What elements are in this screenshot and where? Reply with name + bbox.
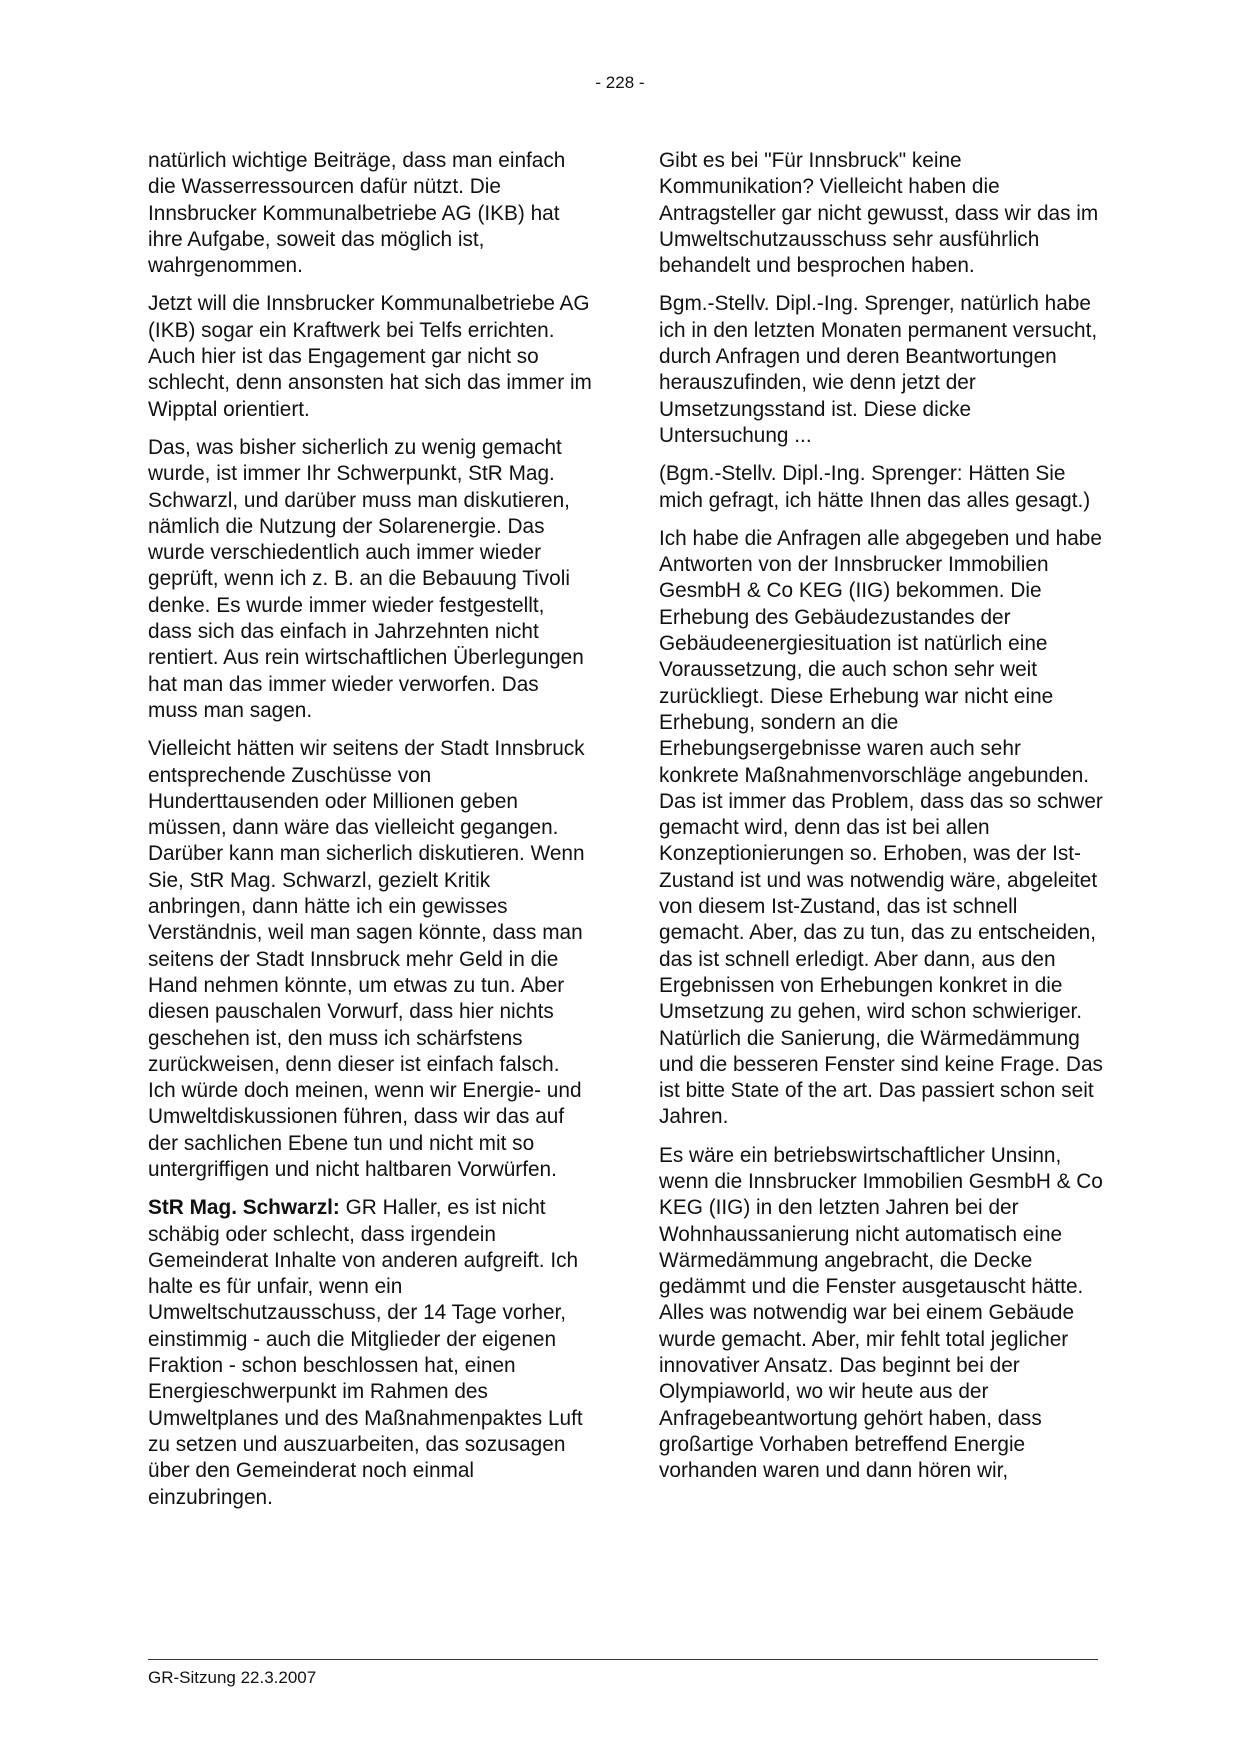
page-number: - 228 - <box>595 73 645 92</box>
interjection-paragraph: (Bgm.-Stellv. Dipl.-Ing. Sprenger: Hätten Sie mich gefragt, ich hätte Ihnen das alles gesagt.) <box>659 462 1091 512</box>
footer-text: GR-Sitzung 22.3.2007 <box>148 1668 317 1687</box>
speaker-paragraph <box>148 1195 593 1511</box>
paragraph: Gibt es bei "Für Innsbruck" keine Kommunikation? Vielleicht haben die Antragsteller gar nicht gewusst, dass wir das im Umweltschutzausschuss sehr ausführlich behandelt und besprochen haben. <box>659 149 1099 278</box>
speaker-text: GR Haller, es ist nicht schäbig oder schlecht, dass irgendein Gemeinderat Inhalte von anderen aufgreift. Ich halte es für unfair, wenn ein Umweltschutzausschuss, der 14 Tage vorher, einstimmig - auch die Mitglieder der eigenen Fraktion - schon beschlossen hat, einen Energieschwerpunkt im Rahmen des Umweltplanes und des Maßnahmenpaktes Luft zu setzen und auszuarbeiten, das sozusagen über den Gemeinderat noch einmal einzubringen. <box>148 1196 583 1509</box>
paragraph: Vielleicht hätten wir seitens der Stadt Innsbruck entsprechende Zuschüsse von Hunderttausenden oder Millionen geben müssen, dann wäre das vielleicht gegangen. Darüber kann man sicherlich diskutieren. Wenn Sie, StR Mag. Schwarzl, gezielt Kritik anbringen, dann hätte ich ein gewisses Verständnis, weil man sagen könnte, dass man seitens der Stadt Innsbruck mehr Geld in die Hand nehmen könnte, um etwas zu tun. Aber diesen pauschalen Vorwurf, dass hier nichts geschehen ist, den muss ich schärfstens zurückweisen, denn dieser ist einfach falsch. Ich würde doch meinen, wenn wir Energie- und Umweltdiskussionen führen, dass wir das auf der sachlichen Ebene tun und nicht mit so untergriffigen und nicht haltbaren Vorwürfen. <box>148 737 585 1181</box>
paragraph: Ich habe die Anfragen alle abgegeben und habe Antworten von der Innsbrucker Immobilien GesmbH & Co KEG (IIG) bekommen. Die Erhebung des Gebäudezustandes der Gebäudeenergiesituation ist natürlich eine Voraussetzung, die auch schon sehr weit zurückliegt. Diese Erhebung war nicht eine Erhebung, sondern an die Erhebungsergebnisse waren auch sehr konkrete Maßnahmenvorschläge angebunden. Das ist immer das Problem, dass das so schwer gemacht wird, denn das ist bei allen Konzeptionierungen so. Erhoben, was der Ist-Zustand ist und was notwendig wäre, abgeleitet von diesem Ist-Zustand, das ist schnell gemacht. Aber, das zu tun, das zu entscheiden, das ist schnell erledigt. Aber dann, aus den Ergebnissen von Erhebungen konkret in die Umsetzung zu gehen, wird schon schwieriger. Natürlich die Sanierung, die Wärmedämmung und die besseren Fenster sind keine Frage. Das ist bitte State of the art. Das passiert schon seit Jahren. <box>659 526 1103 1129</box>
paragraph: Es wäre ein betriebswirtschaftlicher Unsinn, wenn die Innsbrucker Immobilien GesmbH & Co KEG (IIG) in den letzten Jahren bei der Wohnhaussanierung nicht automatisch eine Wärmedämmung angebracht, die Decke gedämmt und die Fenster ausgetauscht hätte. Alles was notwendig war bei einem Gebäude wurde gemacht. Aber, mir fehlt total jeglicher innovativer Ansatz. Das beginnt bei der Olympiaworld, wo wir heute aus der Anfragebeantwortung gehört haben, dass großartige Vorhaben betreffend Energie vorhanden waren und dann hören wir, <box>659 1143 1103 1483</box>
speaker-name: StR Mag. Schwarzl: <box>148 1196 340 1220</box>
footer-divider <box>148 1659 1098 1660</box>
right-column <box>659 148 1104 1497</box>
paragraph: Jetzt will die Innsbrucker Kommunalbetriebe AG (IKB) sogar ein Kraftwerk bei Telfs errichten. Auch hier ist das Engagement gar nicht so schlecht, denn ansonsten hat sich das immer im Wipptal orientiert. <box>148 292 592 421</box>
paragraph: Bgm.-Stellv. Dipl.-Ing. Sprenger, natürlich habe ich in den letzten Monaten permanent versucht, durch Anfragen und deren Beantwortungen herauszufinden, wie denn jetzt der Umsetzungsstand ist. Diese dicke Untersuchung ... <box>659 292 1098 447</box>
paragraph: Das, was bisher sicherlich zu wenig gemacht wurde, ist immer Ihr Schwerpunkt, StR Mag. Schwarzl, und darüber muss man diskutieren, nämlich die Nutzung der Solarenergie. Das wurde verschiedentlich auch immer wieder geprüft, wenn ich z. B. an die Bebauung Tivoli denke. Es wurde immer wieder festgestellt, dass sich das einfach in Jahrzehnten nicht rentiert. Aus rein wirtschaftlichen Überlegungen hat man das immer wieder verworfen. Das muss man sagen. <box>148 435 584 722</box>
left-column <box>148 148 593 1523</box>
paragraph: natürlich wichtige Beiträge, dass man einfach die Wasserressourcen dafür nützt. Die Innsbrucker Kommunalbetriebe AG (IKB) hat ihre Aufgabe, soweit das möglich ist, wahrgenommen. <box>148 149 566 278</box>
